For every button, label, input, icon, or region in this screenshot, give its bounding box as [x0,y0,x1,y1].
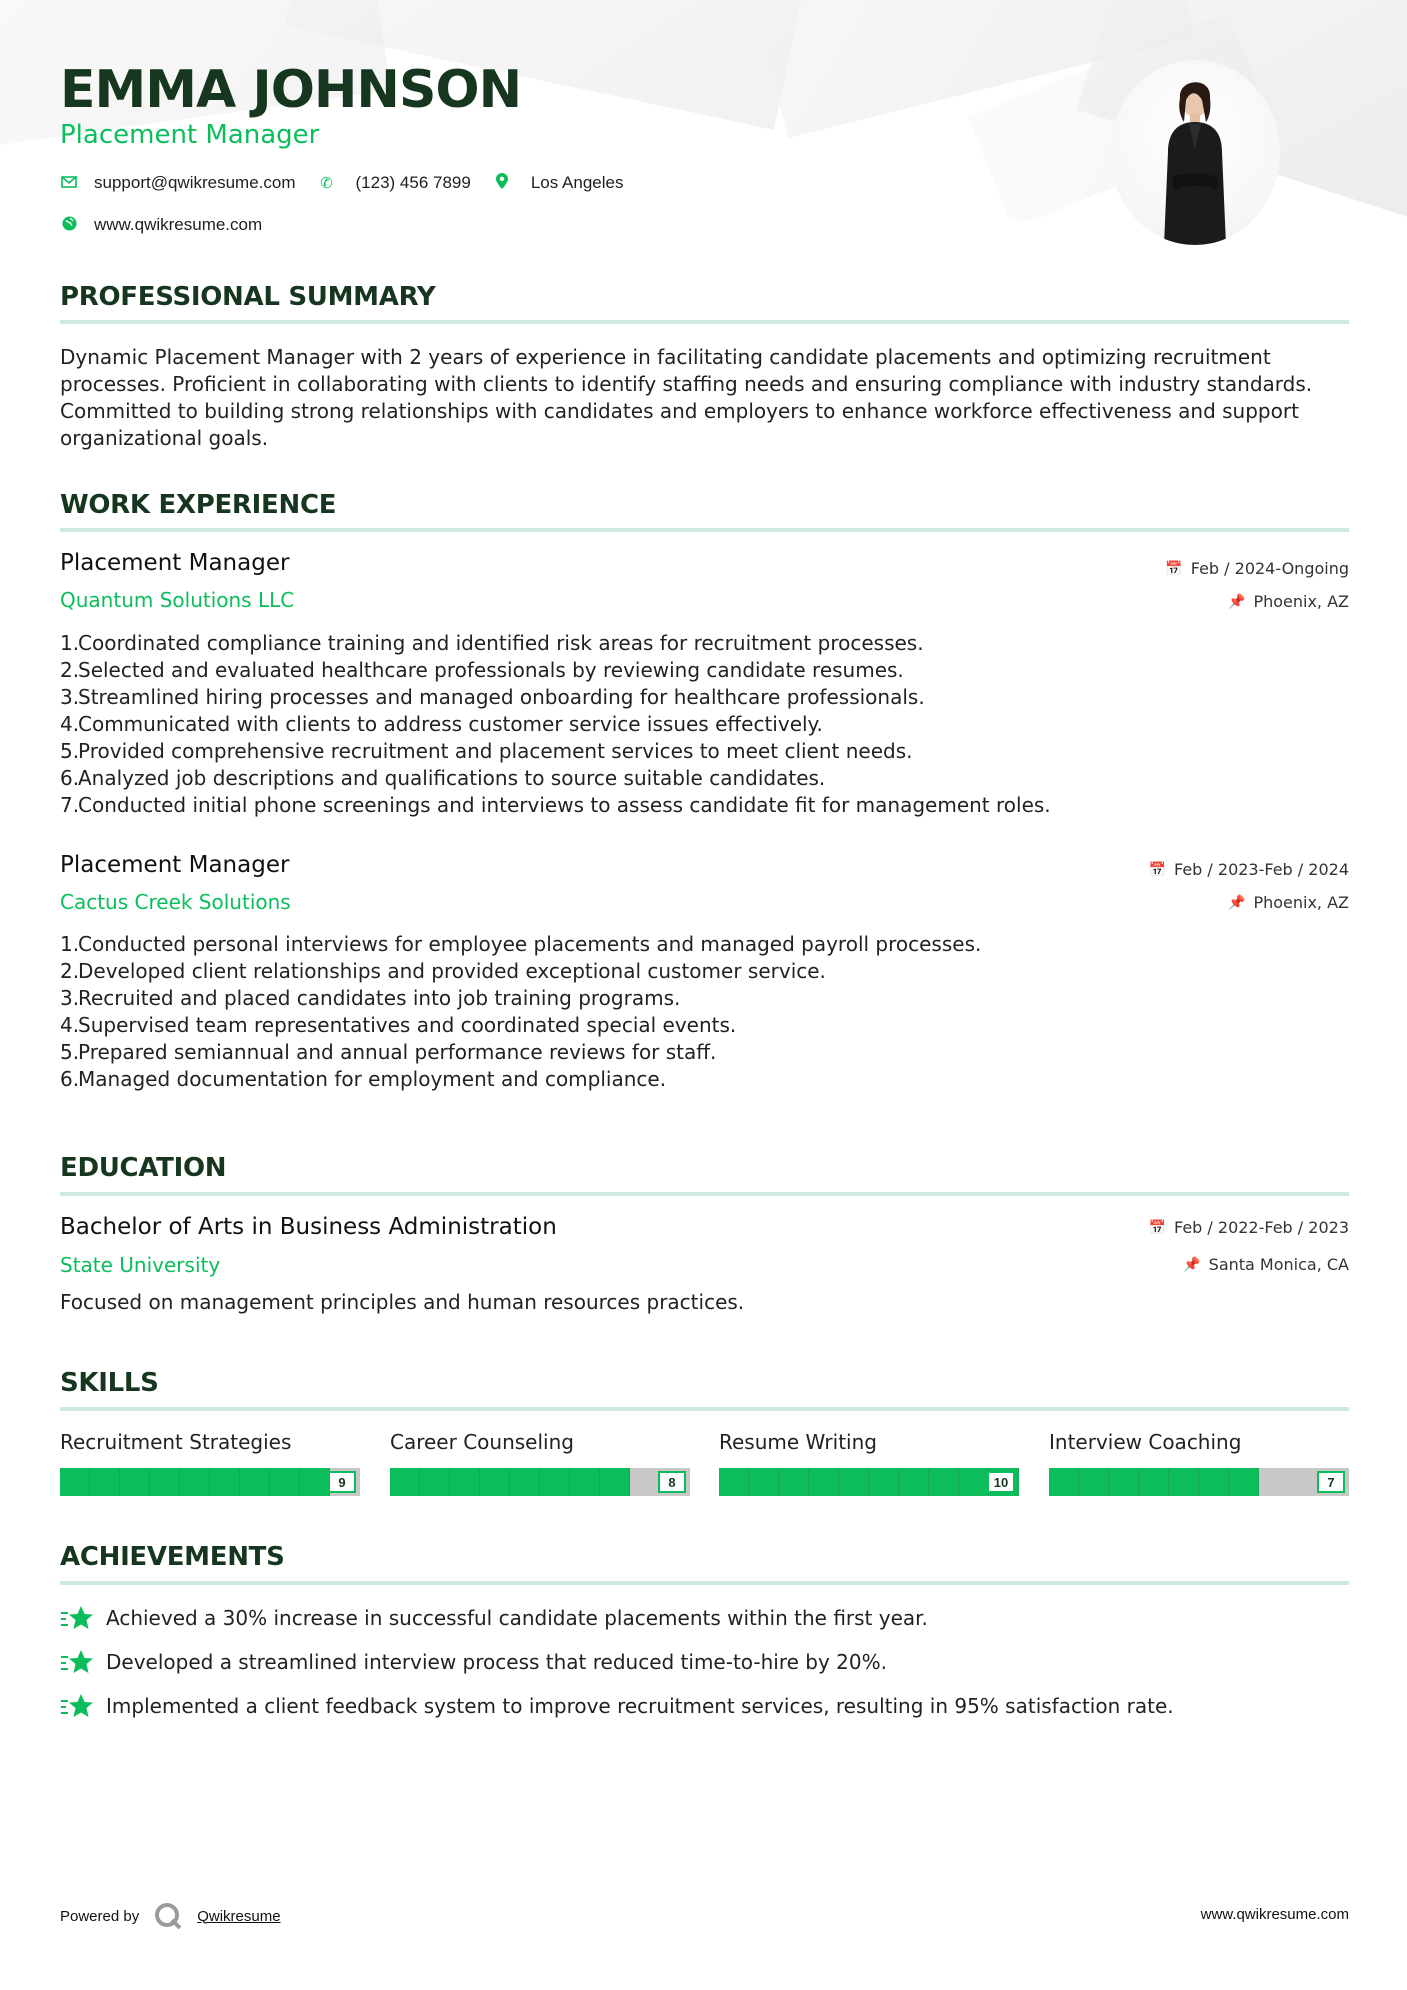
skill-bar [60,1468,360,1496]
skill-bar-segment [270,1468,300,1496]
contact-website[interactable] [60,215,262,235]
skill-bar-segment [300,1468,330,1496]
job-1-title: Placement Manager [60,550,290,576]
skill-bar-segment [899,1468,929,1496]
skill-bar [719,1468,1019,1496]
skill-name: Recruitment Strategies [60,1430,292,1454]
calendar-icon: 📅 [1148,861,1166,878]
skill-bar-segment [929,1468,959,1496]
job-1-location [1228,592,1349,611]
summary-heading: PROFESSIONAL SUMMARY [60,282,436,312]
education-location-text: Santa Monica, CA [1208,1255,1349,1274]
powered-by-text: Powered by [60,1907,140,1925]
achievement-item [60,1693,1174,1719]
list-item: 2. Selected and evaluated healthcare professionals by reviewing candidate resumes. [60,658,904,682]
achievements-heading: ACHIEVEMENTS [60,1542,285,1572]
skill-bar-segment [959,1468,989,1496]
skill-bar-segment [809,1468,839,1496]
pushpin-icon: 📌 [1183,1256,1201,1273]
skill-bar [390,1468,690,1496]
achievement-text: Achieved a 30% increase in successful candidate placements within the first year. [106,1606,928,1630]
degree-title: Bachelor of Arts in Business Administration [60,1214,557,1240]
skill-bar-segment [150,1468,180,1496]
list-item: 7. Conducted initial phone screenings and interviews to assess candidate fit for management roles. [60,793,1051,817]
education-divider [60,1192,1349,1196]
map-pin-icon [493,173,511,193]
job-1-location-text: Phoenix, AZ [1253,592,1349,611]
school-name: State University [60,1253,221,1277]
skill-name: Career Counseling [390,1430,574,1454]
achievement-item [60,1649,887,1675]
list-item: 6. Managed documentation for employment and compliance. [60,1067,667,1091]
skill-bar-segment [570,1468,600,1496]
list-item: 4. Communicated with clients to address customer service issues effectively. [60,712,823,736]
pushpin-icon: 📌 [1228,593,1246,610]
pushpin-icon: 📌 [1228,894,1246,911]
skill-bar-segment [1049,1468,1079,1496]
skill-score: 10 [987,1471,1015,1493]
education-location [1183,1255,1349,1274]
skill-bar-segment [839,1468,869,1496]
skill-bar-segment [600,1468,630,1496]
location-text: Los Angeles [530,173,624,192]
summary-text: Dynamic Placement Manager with 2 years of experience in facilitating candidate placements and optimizing recruitment processes. Proficient in collaborating with clients to identify staffing needs and ensuring compliance with industry standards. Committed to building strong relationships with candidates and employers to enhance workforce effectiveness and support organizational goals. [60,345,1313,450]
skill-item [719,1430,1019,1490]
skill-bar-segment [1139,1468,1169,1496]
experience-divider [60,528,1349,532]
list-item: 5. Provided comprehensive recruitment and placement services to meet client needs. [60,739,913,763]
envelope-icon [60,175,78,192]
skill-bar-segment [60,1468,90,1496]
education-dates [1149,1218,1349,1237]
achievement-text: Developed a streamlined interview process that reduced time-to-hire by 20%. [106,1650,887,1674]
job-1-dates-text: Feb / 2024-Ongoing [1190,559,1349,578]
skill-name: Resume Writing [719,1430,877,1454]
skill-item [390,1430,690,1490]
skill-bar-segment [210,1468,240,1496]
skill-item [1049,1430,1349,1490]
job-1-bullets [60,630,1349,819]
list-item: 1. Coordinated compliance training and identified risk areas for recruitment processes. [60,631,924,655]
list-item: 6. Analyzed job descriptions and qualifications to source suitable candidates. [60,766,826,790]
achievement-item [60,1605,928,1631]
qwikresume-link[interactable]: Qwikresume [197,1907,281,1925]
calendar-icon: 📅 [1165,560,1183,577]
skill-score: 7 [1317,1471,1345,1493]
skill-bar-segment [749,1468,779,1496]
list-item: 2. Developed client relationships and provided exceptional customer service. [60,959,826,983]
skill-bar-segment [480,1468,510,1496]
skills-heading: SKILLS [60,1368,159,1398]
skill-bar-segment [90,1468,120,1496]
skill-score: 9 [328,1471,356,1493]
skill-bar-segment [1109,1468,1139,1496]
summary-divider [60,320,1349,324]
education-dates-text: Feb / 2022-Feb / 2023 [1174,1218,1349,1237]
phone-icon: ✆ [320,175,333,192]
education-heading: EDUCATION [60,1153,227,1183]
job-1-dates [1165,559,1349,578]
skill-bar-segment [420,1468,450,1496]
list-item: 4. Supervised team representatives and coordinated special events. [60,1013,737,1037]
candidate-name: EMMA JOHNSON [60,60,522,120]
skill-bar-segment [180,1468,210,1496]
globe-icon [60,216,78,235]
email-text: support@qwikresume.com [94,173,296,192]
contact-phone[interactable] [318,173,471,193]
list-item: 3. Streamlined hiring processes and managed onboarding for healthcare professionals. [60,685,925,709]
contact-email[interactable] [60,173,296,193]
achievements-divider [60,1581,1349,1585]
skill-item [60,1430,360,1490]
website-row [60,215,284,235]
calendar-icon: 📅 [1148,1219,1166,1236]
footer-powered-by [60,1901,281,1931]
job-2-bullets [60,931,1349,1093]
skill-bar-segment [450,1468,480,1496]
skills-divider [60,1407,1349,1411]
list-item: 3. Recruited and placed candidates into job training programs. [60,986,681,1010]
star-icon [60,1605,94,1631]
job-1-company: Quantum Solutions LLC [60,588,295,612]
contact-row [60,173,645,193]
job-2-title: Placement Manager [60,852,290,878]
achievement-text: Implemented a client feedback system to improve recruitment services, resulting in 95% satisfaction rate. [106,1694,1174,1718]
skill-bar-segment [510,1468,540,1496]
skill-bar-segment [1169,1468,1199,1496]
skill-bar-segment [240,1468,270,1496]
star-icon [60,1693,94,1719]
skill-bar-segment [719,1468,749,1496]
profile-photo [1110,60,1280,245]
list-item: 1. Conducted personal interviews for employee placements and managed payroll processes. [60,932,982,956]
skill-bar-segment [869,1468,899,1496]
skill-name: Interview Coaching [1049,1430,1242,1454]
website-text: www.qwikresume.com [94,215,263,234]
education-description: Focused on management principles and human resources practices. [60,1290,745,1314]
job-2-company: Cactus Creek Solutions [60,890,291,914]
footer-url[interactable]: www.qwikresume.com [1200,1906,1349,1923]
star-icon [60,1649,94,1675]
candidate-title: Placement Manager [60,120,320,150]
qwikresume-logo-icon [153,1901,183,1931]
skill-bar-segment [1199,1468,1229,1496]
list-item: 5. Prepared semiannual and annual performance reviews for staff. [60,1040,717,1064]
skill-bar-segment [1229,1468,1259,1496]
skill-bar-segment [120,1468,150,1496]
skill-score: 8 [658,1471,686,1493]
skill-bar-segment [390,1468,420,1496]
experience-heading: WORK EXPERIENCE [60,490,337,520]
contact-location [493,173,624,193]
skill-bar [1049,1468,1349,1496]
skill-bar-segment [1079,1468,1109,1496]
job-2-location [1228,893,1349,912]
skill-bar-segment [540,1468,570,1496]
job-2-dates-text: Feb / 2023-Feb / 2024 [1174,860,1349,879]
job-2-location-text: Phoenix, AZ [1253,893,1349,912]
phone-text: (123) 456 7899 [355,173,471,192]
job-2-dates [1149,860,1349,879]
skill-bar-segment [779,1468,809,1496]
